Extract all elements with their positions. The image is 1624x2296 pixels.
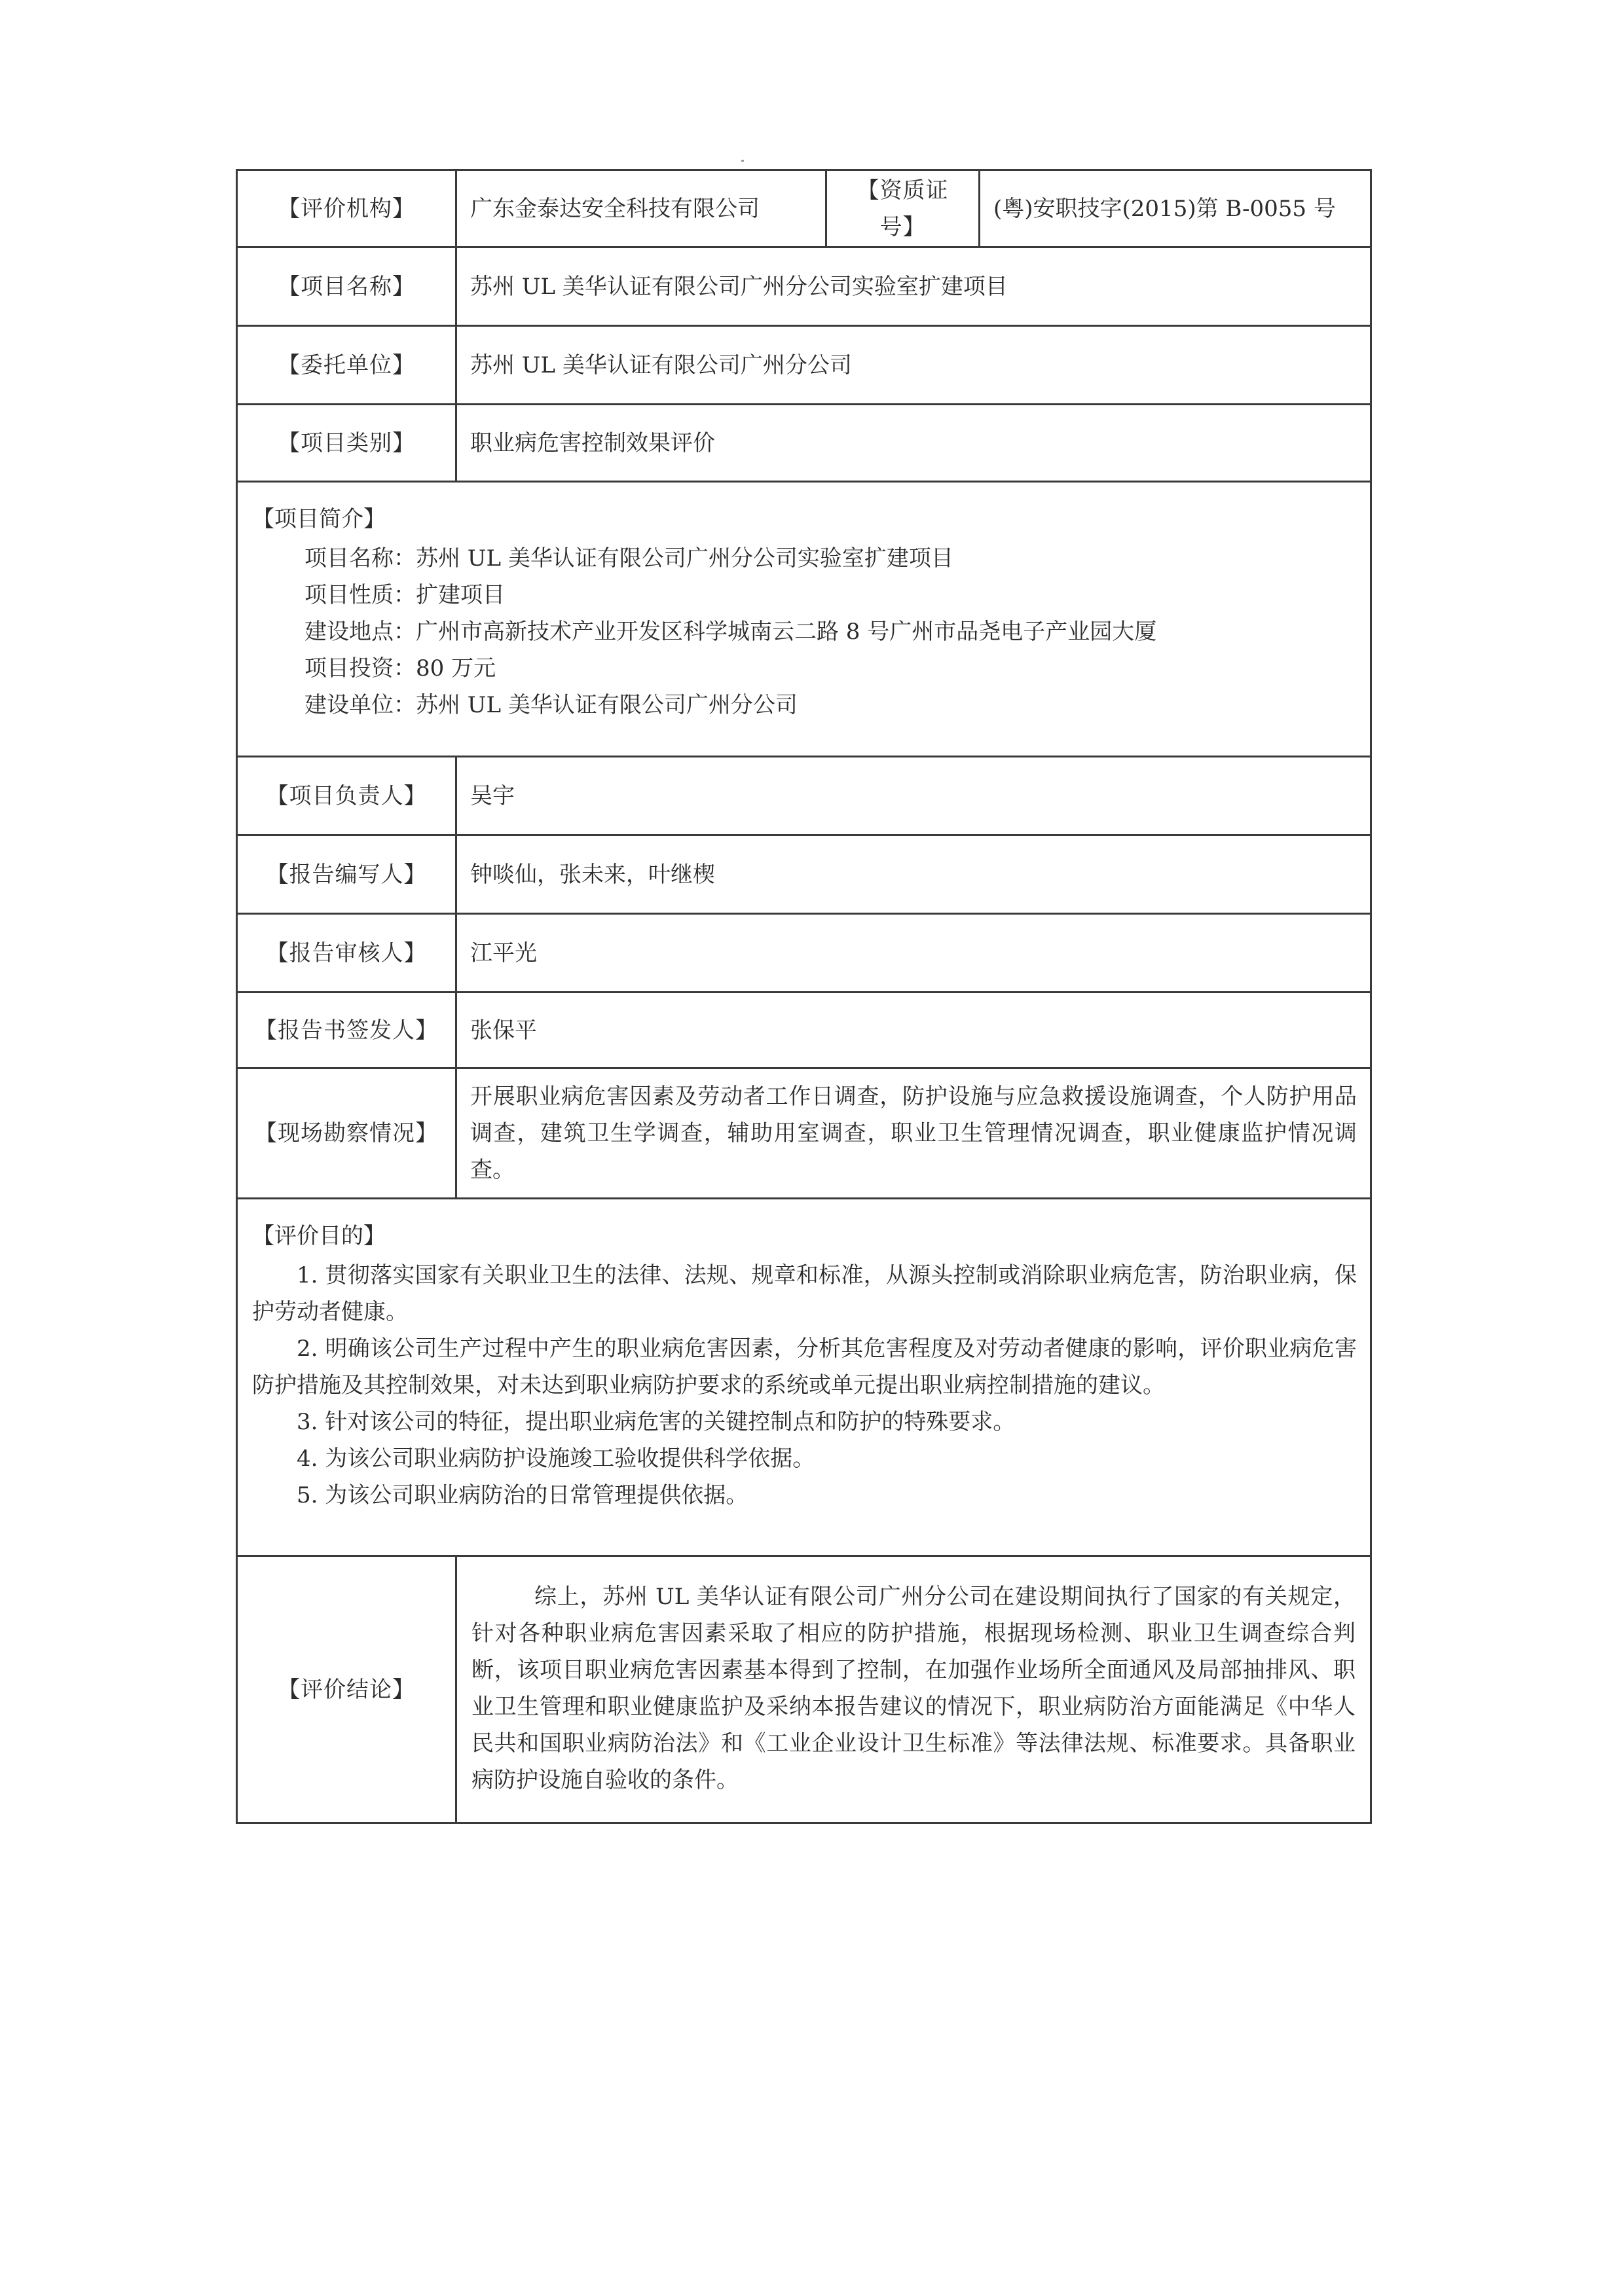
cert-value: (粤)安职技字(2015)第 B-0055 号 (980, 170, 1371, 247)
row-project-intro (237, 482, 1371, 757)
reviewer-label: 【报告审核人】 (237, 914, 456, 993)
category-label: 【项目类别】 (237, 405, 456, 482)
project-name-label: 【项目名称】 (237, 247, 456, 326)
purpose-heading: 【评价目的】 (252, 1223, 386, 1249)
category-value: 职业病危害控制效果评价 (456, 405, 1371, 482)
row-evaluation-purpose (237, 1199, 1371, 1556)
row-client (237, 326, 1371, 405)
conclusion-label: 【评价结论】 (237, 1556, 456, 1823)
signer-label: 【报告书签发人】 (237, 993, 456, 1068)
org-value: 广东金泰达安全科技有限公司 (456, 170, 826, 247)
intro-line: 项目性质：扩建项目 (304, 582, 505, 608)
leader-label: 【项目负责人】 (237, 757, 456, 835)
row-report-writers (237, 835, 1371, 914)
row-site-survey (237, 1068, 1371, 1199)
intro-heading: 【项目简介】 (252, 506, 386, 532)
row-evaluation-org (237, 170, 1371, 247)
leader-value: 吴宇 (456, 757, 1371, 835)
intro-line: 建设地点：广州市高新技术产业开发区科学城南云二路 8 号广州市品尧电子产业园大厦 (304, 619, 1157, 645)
writers-value: 钟啖仙，张未来，叶继楔 (456, 835, 1371, 914)
reviewer-value: 江平光 (456, 914, 1371, 993)
project-intro (237, 482, 1371, 757)
evaluation-summary-table (236, 169, 1372, 1824)
purpose-item: 1. 贯彻落实国家有关职业卫生的法律、法规、规章和标准，从源头控制或消除职业病危害，防治职业病，保护劳动者健康。 (252, 1262, 1357, 1325)
row-report-signer (237, 993, 1371, 1068)
purpose-item: 2. 明确该公司生产过程中产生的职业病危害因素，分析其危害程度及对劳动者健康的影响，评价职业病危害防护措施及其控制效果，对未达到职业病防护要求的系统或单元提出职业病控制措施的建议。 (252, 1336, 1357, 1398)
project-name-value: 苏州 UL 美华认证有限公司广州分公司实验室扩建项目 (456, 247, 1371, 326)
purpose-item: 5. 为该公司职业病防治的日常管理提供依据。 (297, 1482, 748, 1508)
cert-label: 【资质证号】 (826, 170, 980, 247)
client-value: 苏州 UL 美华认证有限公司广州分公司 (456, 326, 1371, 405)
site-survey-label: 【现场勘察情况】 (237, 1068, 456, 1199)
evaluation-purpose (237, 1199, 1371, 1556)
row-conclusion (237, 1556, 1371, 1823)
writers-label: 【报告编写人】 (237, 835, 456, 914)
intro-line: 建设单位：苏州 UL 美华认证有限公司广州分公司 (304, 692, 798, 718)
intro-line: 项目名称：苏州 UL 美华认证有限公司广州分公司实验室扩建项目 (304, 545, 953, 572)
conclusion-value: 综上，苏州 UL 美华认证有限公司广州分公司在建设期间执行了国家的有关规定，针对各种职业病危害因素采取了相应的防护措施，根据现场检测、职业卫生调查综合判断，该项目职业病危害因素基本得到了控制，在加强作业场所全面通风及局部抽排风、职业卫生管理和职业健康监护及采纳本报告建议的情况下，职业病防治方面能满足《中华人民共和国职业病防治法》和《工业企业设计卫生标准》等法律法规、标准要求。具备职业病防护设施自验收的条件。 (456, 1556, 1371, 1823)
row-project-leader (237, 757, 1371, 835)
scan-speck (741, 160, 744, 162)
signer-value: 张保平 (456, 993, 1371, 1068)
row-report-reviewer (237, 914, 1371, 993)
site-survey-value: 开展职业病危害因素及劳动者工作日调查，防护设施与应急救援设施调查，个人防护用品调查，建筑卫生学调查，辅助用室调查，职业卫生管理情况调查，职业健康监护情况调查。 (456, 1068, 1371, 1199)
client-label: 【委托单位】 (237, 326, 456, 405)
purpose-item: 4. 为该公司职业病防护设施竣工验收提供科学依据。 (297, 1446, 815, 1472)
purpose-item: 3. 针对该公司的特征，提出职业病危害的关键控制点和防护的特殊要求。 (297, 1409, 1016, 1435)
intro-line: 项目投资：80 万元 (304, 655, 496, 682)
row-category (237, 405, 1371, 482)
org-label: 【评价机构】 (237, 170, 456, 247)
row-project-name (237, 247, 1371, 326)
